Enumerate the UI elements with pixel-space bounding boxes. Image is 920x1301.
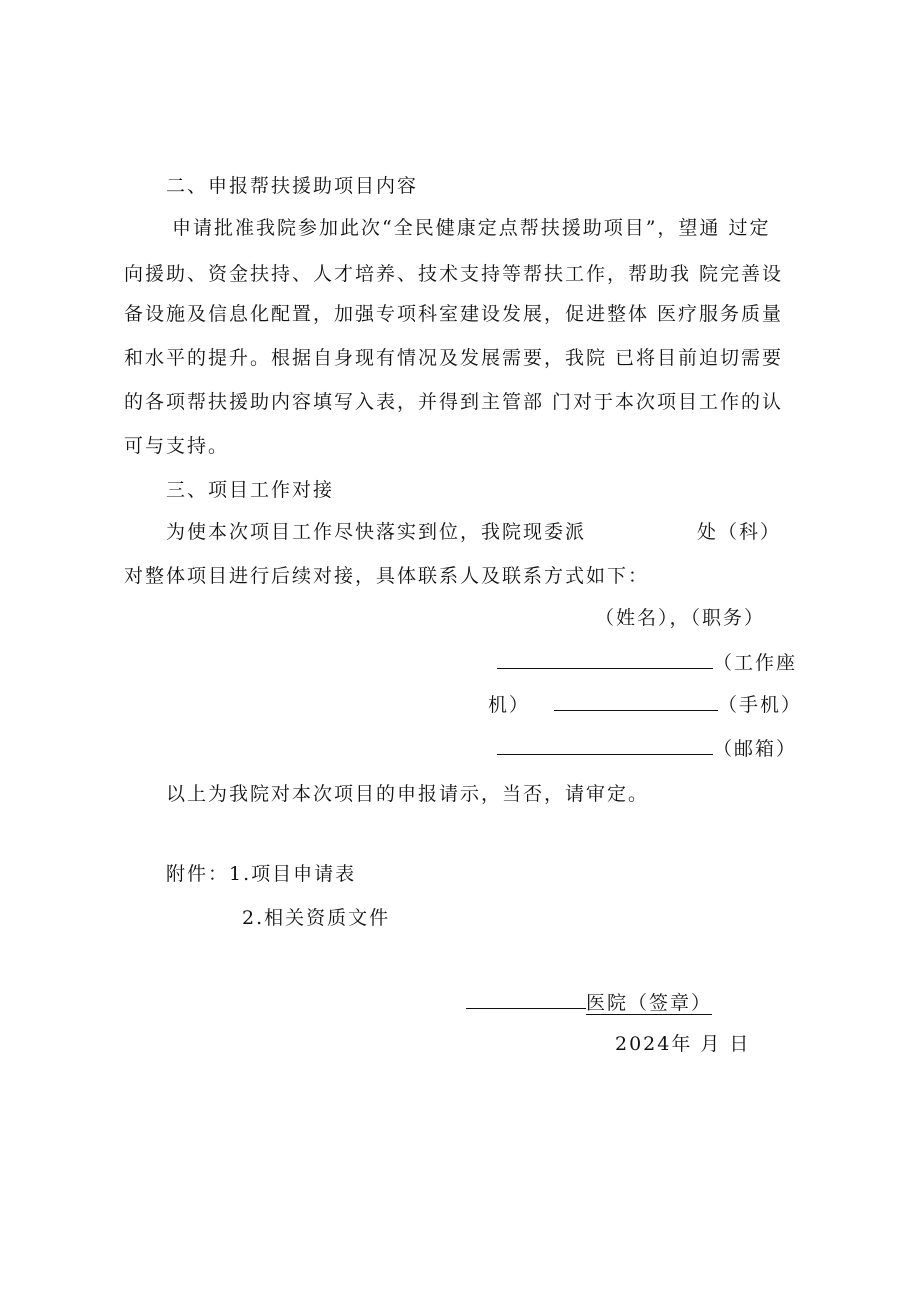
contact-mobile-row xyxy=(488,692,802,717)
contact-name-role: （姓名），（职务） xyxy=(595,607,766,629)
closing-sentence: 以上为我院对本次项目的申报请示，当否，请审定。 xyxy=(166,783,650,805)
department-suffix: 处（科） xyxy=(697,521,782,543)
landline-label-continued: 机） xyxy=(488,694,531,716)
landline-blank[interactable] xyxy=(497,650,713,669)
section-2-paragraph-line-5: 的各项帮扶援助内容填写入表，并得到主管部 门对于本次项目工作的认 xyxy=(124,391,784,413)
mobile-blank[interactable] xyxy=(554,692,718,711)
attachments-label: 附件： xyxy=(166,863,230,885)
signature-date: 2024年 月 日 xyxy=(615,1033,751,1055)
section-2-paragraph-line-6: 可与支持。 xyxy=(124,435,230,457)
email-label: （邮箱） xyxy=(713,738,798,760)
hospital-signature-row xyxy=(466,990,712,1015)
delegation-line-prefix: 为使本次项目工作尽快落实到位，我院现委派 xyxy=(166,521,587,543)
attachment-item-2: 2.相关资质文件 xyxy=(242,907,391,929)
section-2-paragraph-line-2: 向援助、资金扶持、人才培养、技术支持等帮扶工作，帮助我 院完善设 xyxy=(124,263,784,285)
mobile-label: （手机） xyxy=(718,694,803,716)
section-3-heading: 三、项目工作对接 xyxy=(166,479,335,501)
section-2-paragraph-line-3: 备设施及信息化配置，加强专项科室建设发展，促进整体 医疗服务质量 xyxy=(124,303,784,325)
email-blank[interactable] xyxy=(497,736,713,755)
section-2-heading: 二、申报帮扶援助项目内容 xyxy=(166,175,419,197)
section-2-paragraph-line-4: 和水平的提升。根据自身现有情况及发展需要，我院 已将目前迫切需要 xyxy=(124,347,784,369)
section-2-paragraph-line-1: 申请批准我院参加此次“全民健康定点帮扶援助项目”，望通 过定 xyxy=(172,217,771,239)
landline-label: （工作座 xyxy=(713,652,798,674)
attachments-row-1 xyxy=(166,862,356,886)
hospital-name-blank[interactable] xyxy=(466,990,586,1009)
hospital-seal-label: 医院（签章） xyxy=(586,992,713,1014)
contact-landline-row xyxy=(497,650,797,675)
contact-email-row xyxy=(497,736,797,761)
attachment-item-1: 1.项目申请表 xyxy=(229,863,357,885)
delegation-line-2: 对整体项目进行后续对接，具体联系人及联系方式如下： xyxy=(124,565,650,587)
